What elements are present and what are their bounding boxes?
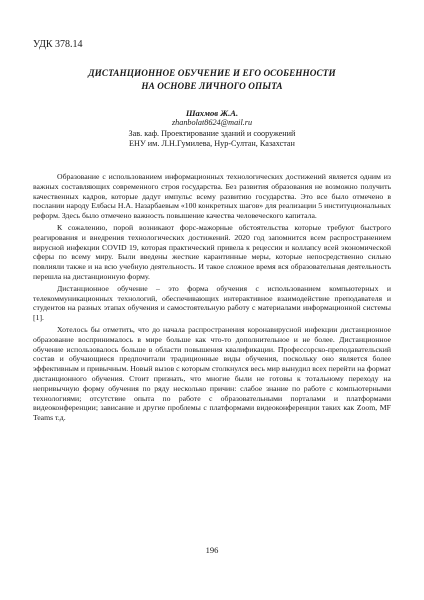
body-paragraph: Хотелось бы отметить, что до начала распространения коронавирусной инфекции дистанционное образование воспринималось в мире больше как что-то дополнительное и не более. Дистанционное обучение использовалось больше в области повышения квалификации. Профессорско-преподавательский состав и обучающиеся предпочитали традиционные виды обучения, поскольку оно является более эффективным и привычным. Новый вызов с которым столкнулся весь мир вынудил всех перейти на формат дистанционного обучения. Стоит признать, что многие были не готовы к тотальному переходу на непривычную форму обучения по ряду несколько причин: слабое знание по работе с компьютерными технологиями; отсутствие опыта по работе с образовательными порталами и платформами видеоконференции; зависание и другие проблемы с платформами видеоконференции таких как Zoom, MF Teams т.д. [33, 324, 391, 423]
author-block [33, 108, 391, 150]
article-title [33, 67, 391, 92]
title-line-1: ДИСТАНЦИОННОЕ ОБУЧЕНИЕ И ЕГО ОСОБЕННОСТИ [88, 68, 336, 78]
body-paragraph: К сожалению, порой возникают форс-мажорные обстоятельства которые требуют быстрого реагирования и внедрения технологических достижений. 2020 год запомнится всем распространением вирусной инфекции COVID 19, которая практический привела к рецессии и коллапсу всей экономической сферы по всему миру. Были введены жесткие карантинные меры, которые непосредственно сильно повлияли также и на всю учебную деятельность. И такое сложное время вся образовательная деятельность перешла на дистанционную форму. [33, 222, 391, 281]
author-email: zhanbolat8624@mail.ru [171, 118, 253, 128]
author-affiliation: ЕНУ им. Л.Н.Гумилева, Нур-Султан, Казахстан [129, 139, 295, 149]
body-paragraph: Образование с использованием информационных технологических достижений является одним из важных составляющих современного строя государства. Без развития образования не возможно получить качественных кадров, которые дадут импульс всему развитию государства. Это все было отмечено в послании народу Елбасы Н.А. Назарбаевым «100 конкретных шагов» для реализации 5 институциональных реформ. Здесь было отмечено важность повышение качества человеческого капитала. [33, 172, 391, 221]
title-line-2: НА ОСНОВЕ ЛИЧНОГО ОПЫТА [141, 80, 283, 91]
udc-code: УДК 378.14 [33, 39, 83, 50]
body-paragraph: Дистанционное обучение – это форма обучения с использованием компьютерных и телекоммуникационных технологий, обеспечивающих интерактивное взаимодействие преподавателя и студентов на разных этапах обучения и самостоятельную работу с материалами информационной системы [1]. [33, 283, 391, 323]
article-body [33, 172, 391, 423]
author-position: Зав. каф. Проектирование зданий и сооружений [128, 128, 296, 138]
page-number: 196 [205, 545, 219, 555]
author-name: Шахмов Ж.А. [185, 108, 239, 118]
